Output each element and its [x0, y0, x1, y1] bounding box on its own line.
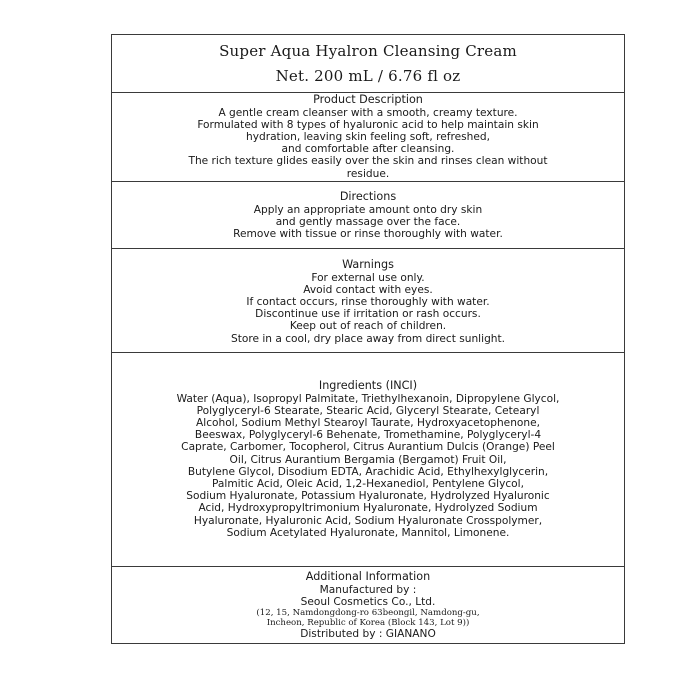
- warnings-heading: Warnings: [342, 258, 394, 271]
- description-line: hydration, leaving skin feeling soft, refreshed,: [246, 130, 490, 143]
- description-section: [112, 94, 624, 180]
- description-body: [112, 107, 624, 180]
- ingredients-line: Oil, Citrus Aurantium Bergamia (Bergamot) Fruit Oil,: [229, 453, 507, 466]
- description-line: and comfortable after cleansing.: [281, 143, 455, 156]
- net-volume: Net. 200 mL / 6.76 fl oz: [275, 67, 461, 85]
- ingredients-line: Sodium Hyaluronate, Potassium Hyaluronate, Hydrolyzed Hyaluronic: [186, 490, 550, 503]
- directions-line: and gently massage over the face.: [275, 215, 461, 228]
- manufacturer-label: Manufactured by :: [319, 583, 417, 596]
- ingredients-line: Sodium Acetylated Hyaluronate, Mannitol, Limonene.: [226, 526, 510, 539]
- additional-section: [112, 571, 624, 640]
- ingredients-line: Alcohol, Sodium Methyl Stearoyl Taurate, Hydroxyacetophenone,: [196, 416, 540, 429]
- ingredients-line: Palmitic Acid, Oleic Acid, 1,2-Hexanediol, Pentylene Glycol,: [212, 477, 524, 490]
- warnings-line: Avoid contact with eyes.: [303, 283, 433, 296]
- product-label: [111, 34, 625, 644]
- warnings-line: Keep out of reach of children.: [289, 320, 447, 333]
- ingredients-line: Hyaluronate, Hyaluronic Acid, Sodium Hyaluronate Crosspolymer,: [193, 514, 543, 527]
- distributor: Distributed by : GIANANO: [300, 627, 436, 640]
- warnings-section: [112, 259, 624, 345]
- directions-section: [112, 191, 624, 240]
- directions-line: Remove with tissue or rinse thoroughly with water.: [233, 227, 503, 240]
- ingredients-line: Beeswax, Polyglyceryl-6 Behenate, Tromethamine, Polyglyceryl-4: [194, 429, 542, 442]
- warnings-line: Store in a cool, dry place away from direct sunlight.: [230, 332, 506, 345]
- description-line: The rich texture glides easily over the skin and rinses clean without: [188, 155, 548, 168]
- ingredients-line: Acid, Hydroxypropyltrimonium Hyaluronate, Hydrolyzed Sodium: [198, 502, 538, 515]
- ingredients-line: Water (Aqua), Isopropyl Palmitate, Triethylhexanoin, Dipropylene Glycol,: [176, 392, 560, 405]
- directions-heading: Directions: [339, 190, 397, 203]
- ingredients-line: Butylene Glycol, Disodium EDTA, Arachidic Acid, Ethylhexylglycerin,: [187, 465, 549, 478]
- address: [112, 608, 624, 628]
- warnings-line: For external use only.: [311, 271, 425, 284]
- description-heading: Product Description: [313, 93, 423, 106]
- product-name: Super Aqua Hyalron Cleansing Cream: [219, 42, 517, 60]
- additional-body: [112, 584, 624, 608]
- address-line: Incheon, Republic of Korea (Block 143, Lot 9)): [266, 617, 470, 628]
- ingredients-body: [112, 393, 624, 539]
- directions-line: Apply an appropriate amount onto dry skin: [253, 203, 483, 216]
- ingredients-line: Caprate, Carbomer, Tocopherol, Citrus Aurantium Dulcis (Orange) Peel: [181, 441, 555, 454]
- warnings-line: If contact occurs, rinse thoroughly with water.: [246, 295, 490, 308]
- description-line: Formulated with 8 types of hyaluronic acid to help maintain skin: [197, 118, 539, 131]
- company-name: Seoul Cosmetics Co., Ltd.: [300, 595, 436, 608]
- additional-heading: Additional Information: [305, 570, 431, 583]
- description-line: A gentle cream cleanser with a smooth, creamy texture.: [218, 106, 518, 119]
- description-line: residue.: [346, 167, 390, 180]
- divider: [112, 566, 624, 567]
- address-line: (12, 15, Namdongdong-ro 63beongil, Namdong-gu,: [256, 607, 480, 618]
- directions-body: [112, 204, 624, 241]
- title-section: [112, 39, 624, 89]
- ingredients-heading: Ingredients (INCI): [318, 379, 418, 392]
- divider: [112, 181, 624, 182]
- divider: [112, 352, 624, 353]
- ingredients-section: [112, 380, 624, 539]
- warnings-body: [112, 272, 624, 345]
- warnings-line: Discontinue use if irritation or rash occurs.: [255, 308, 481, 321]
- divider: [112, 248, 624, 249]
- ingredients-line: Polyglyceryl-6 Stearate, Stearic Acid, Glyceryl Stearate, Cetearyl: [196, 404, 540, 417]
